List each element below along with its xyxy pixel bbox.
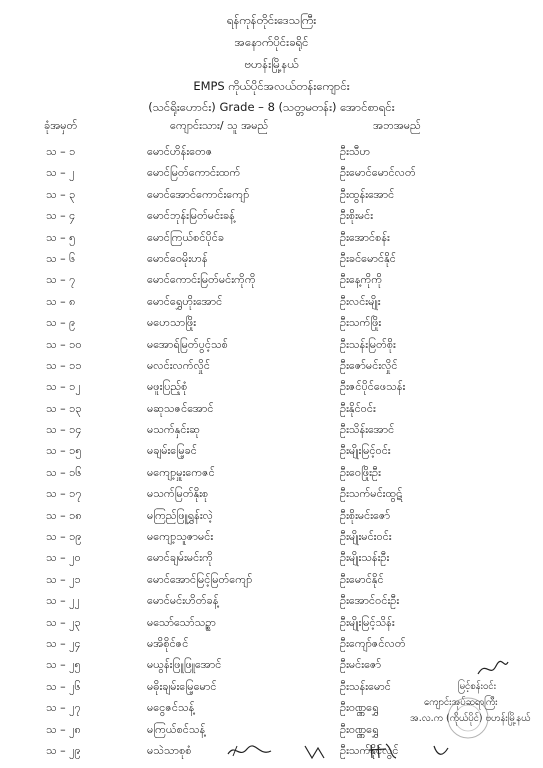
column-header-id: ခုံအမှတ် bbox=[44, 119, 78, 132]
student-name: မောင်မင်းဟိတ်ခန့် bbox=[147, 594, 219, 608]
seat-number: သ – ၆ bbox=[46, 251, 76, 265]
seat-number: သ – ၉ bbox=[46, 316, 76, 330]
table-row bbox=[0, 312, 543, 333]
header-school: EMPS ကိုယ်ပိုင်အလယ်တန်းကျောင်း bbox=[193, 79, 350, 93]
seat-number: သ – ၁၆ bbox=[46, 465, 82, 479]
student-name: မောင်အောင်မြင့်မြတ်ကျော် bbox=[147, 572, 253, 586]
student-name: မသော်သော်သဥ္စာ bbox=[147, 615, 216, 629]
student-name: မဆုသဇင်အောင် bbox=[147, 401, 214, 415]
table-row bbox=[0, 526, 543, 547]
table-row bbox=[0, 462, 543, 483]
seat-number: သ – ၂၈ bbox=[46, 722, 81, 736]
father-name: ဦးထွန်းအောင် bbox=[340, 187, 395, 201]
header-region: ရန်ကုန်တိုင်းဒေသကြီး bbox=[226, 13, 317, 27]
student-name: မယွန်းဖြူဖြူအောင် bbox=[147, 658, 222, 672]
seat-number: သ – ၂၅ bbox=[46, 658, 81, 672]
seat-number: သ – ၂၃ bbox=[46, 615, 81, 629]
seat-number: သ – ၂၂ bbox=[46, 594, 80, 608]
table-row bbox=[0, 269, 543, 290]
table-row bbox=[0, 590, 543, 611]
table-row bbox=[0, 162, 543, 183]
header-district: အနောက်ပိုင်းခရိုင် bbox=[234, 35, 309, 49]
student-name: မဖူးပြည့်စုံ bbox=[147, 380, 188, 394]
father-name: ဦးလင်းမျိုး bbox=[340, 294, 381, 308]
table-row bbox=[0, 440, 543, 461]
school-stamp bbox=[442, 692, 494, 744]
table-row bbox=[0, 227, 543, 248]
father-name: ဦးဝေဖြိုးဦး bbox=[340, 465, 381, 479]
seat-number: သ – ၂၉ bbox=[46, 743, 81, 757]
father-name: ဦးဇော်မင်းလှိုင် bbox=[340, 358, 398, 372]
table-row bbox=[0, 547, 543, 568]
father-name: ဦးကျော်ဇင်လတ် bbox=[340, 636, 406, 650]
signature-2 bbox=[300, 742, 330, 762]
header-list-title: (သင်ရိုးဟောင်း) Grade – 8 (သတ္တမတန်း) အောင်စာရင်း bbox=[148, 100, 395, 114]
signatory-title: ကျောင်းအုပ်ဆရာကြီး bbox=[424, 697, 498, 708]
student-name: မအောရ်မြတ်ပွင့်သစ် bbox=[147, 337, 228, 351]
table-row bbox=[0, 569, 543, 590]
seat-number: သ – ၂၄ bbox=[46, 636, 81, 650]
father-name: ဦးဇင်ပိုင်ဖေသန်း bbox=[340, 380, 406, 394]
father-name: ဦးသက်နိုင်လွင် bbox=[340, 743, 399, 757]
father-name: ဦးမင်းဇော် bbox=[340, 658, 382, 672]
student-name: မကျော့မှူးကေဇင် bbox=[147, 465, 215, 479]
seat-number: သ – ၁၁ bbox=[46, 358, 82, 372]
table-row bbox=[0, 654, 543, 675]
student-name: မသဲသာစုစံ bbox=[147, 743, 192, 757]
father-name: ဦးသန်းမောင် bbox=[340, 679, 391, 693]
father-name: ဦးခင်မောင်နိုင် bbox=[340, 251, 396, 265]
father-name: ဦးသန်းမြတ်စိုး bbox=[340, 337, 396, 351]
student-name: မသက်မြတ်နိုးစု bbox=[147, 487, 209, 501]
table-row bbox=[0, 184, 543, 205]
column-header-father-name: အဘအမည် bbox=[373, 119, 421, 132]
father-name: ဦးမောင်နိုင် bbox=[340, 572, 384, 586]
father-name: ဦးဝဏ္ဏရွှေ bbox=[340, 722, 379, 736]
student-name: မဟေသာဖြိုး bbox=[147, 316, 197, 330]
table-row bbox=[0, 419, 543, 440]
table-row bbox=[0, 141, 543, 162]
student-name: မကြယ်စင်သန့် bbox=[147, 722, 206, 736]
seat-number: သ – ၁၀ bbox=[46, 337, 82, 351]
signature-4 bbox=[430, 742, 454, 762]
student-name: မောင်ကောင်းမြတ်မင်းကိုကို bbox=[147, 273, 256, 287]
seat-number: သ – ၇ bbox=[46, 273, 76, 287]
father-name: ဦးနိုင်ဝင်း bbox=[340, 401, 376, 415]
signatory-office: အ.လ.က (ကိုယ်ပိုင်) ဗဟန်းမြို့နယ် bbox=[410, 713, 531, 724]
student-name: မငွေဇင်သန့် bbox=[147, 701, 195, 715]
table-row bbox=[0, 505, 543, 526]
student-name: မောင်ရွှေဟိုးအောင် bbox=[147, 294, 223, 308]
signatory-name: မြင့်စန်းဝင်း bbox=[458, 681, 496, 692]
father-name: ဦးသီဟ bbox=[340, 145, 371, 158]
header-township: ဗဟန်းမြို့နယ် bbox=[244, 57, 299, 71]
seat-number: သ – ၁၂ bbox=[46, 380, 81, 394]
column-header-student-name: ကျောင်းသား/ သူ အမည် bbox=[170, 119, 269, 132]
father-name: ဦးသက်ဖြိုး bbox=[340, 316, 382, 330]
student-name: မအိစိုင်ဇင် bbox=[147, 636, 189, 650]
seat-number: သ – ၂ bbox=[46, 166, 75, 180]
table-row bbox=[0, 248, 543, 269]
seat-number: သ – ၂၆ bbox=[46, 679, 81, 693]
father-name: ဦးနေ့ကိုကို bbox=[340, 273, 383, 287]
signature-1 bbox=[225, 740, 275, 762]
seat-number: သ – ၄ bbox=[46, 209, 76, 223]
student-name: မောင်အောင်ကောင်းကျော် bbox=[147, 187, 250, 201]
signature-3 bbox=[366, 740, 400, 762]
father-name: ဦးသက်မင်းထွဋ် bbox=[340, 487, 403, 501]
father-name: ဦးမျိုးသန်းဦး bbox=[340, 551, 390, 565]
student-name: မချမ်းမြေ့ခင် bbox=[147, 444, 197, 458]
seat-number: သ – ၂၁ bbox=[46, 572, 81, 586]
student-name: မောင်ဟိန်းတေဇ bbox=[147, 145, 213, 158]
student-name: မောင်မြတ်ကောင်းထက် bbox=[147, 166, 241, 180]
father-name: ဦးအောင်စန်း bbox=[340, 230, 390, 244]
head-signature bbox=[474, 656, 510, 682]
father-name: ဦးမျိုးမြင့်သိန်း bbox=[340, 615, 395, 629]
student-name: မသက်နှင်းဆု bbox=[147, 423, 200, 437]
student-name: မကျော့သူဇာမင်း bbox=[147, 530, 214, 544]
table-row bbox=[0, 398, 543, 419]
seat-number: သ – ၁၃ bbox=[46, 401, 82, 415]
seat-number: သ – ၈ bbox=[46, 294, 76, 308]
student-name: မောင်ဘုန်းမြတ်မင်းခန့် bbox=[147, 209, 235, 223]
seat-number: သ – ၅ bbox=[46, 230, 76, 244]
table-row bbox=[0, 376, 543, 397]
father-name: ဦးအောင်ဝင်းဦး bbox=[340, 594, 400, 608]
table-row bbox=[0, 355, 543, 376]
father-name: ဦးဝဏ္ဏရွှေ bbox=[340, 701, 379, 715]
seat-number: သ – ၁၇ bbox=[46, 487, 82, 501]
seat-number: သ – ၁၄ bbox=[46, 423, 82, 437]
father-name: ဦးမောင်မောင်လတ် bbox=[340, 166, 416, 180]
seat-number: သ – ၁ bbox=[46, 145, 76, 158]
table-row bbox=[0, 633, 543, 654]
father-name: ဦးမျိုးမင်းဝင်း bbox=[340, 530, 392, 544]
seat-number: သ – ၁၉ bbox=[46, 530, 82, 544]
student-name: မကြည်ဖြူရွှန်းလဲ့ bbox=[147, 508, 213, 522]
father-name: ဦးသိန်းအောင် bbox=[340, 423, 395, 437]
student-name: မောင်ချမ်းမင်းကို bbox=[147, 551, 213, 565]
table-row bbox=[0, 291, 543, 312]
seat-number: သ – ၃ bbox=[46, 187, 76, 201]
father-name: ဦးမျိုးမြင့်ဝင်း bbox=[340, 444, 391, 458]
table-row bbox=[0, 483, 543, 504]
seat-number: သ – ၂၇ bbox=[46, 701, 81, 715]
table-row bbox=[0, 334, 543, 355]
student-name: မောင်ကြယ်စင်ပိုင်ခ bbox=[147, 230, 225, 244]
table-row bbox=[0, 205, 543, 226]
student-name: မောင်ဝေမိုးဟန် bbox=[147, 251, 208, 265]
father-name: ဦးစိုးမင်းဇော် bbox=[340, 508, 391, 522]
seat-number: သ – ၁၈ bbox=[46, 508, 82, 522]
results-list bbox=[0, 141, 543, 761]
seat-number: သ – ၁၅ bbox=[46, 444, 82, 458]
table-row bbox=[0, 612, 543, 633]
seat-number: သ – ၂၀ bbox=[46, 551, 81, 565]
father-name: ဦးစိုးမင်း bbox=[340, 209, 374, 223]
student-name: မဓိုးချမ်းမြေ့မောင် bbox=[147, 679, 217, 693]
student-name: မလင်းလက်လှိုင် bbox=[147, 358, 210, 372]
